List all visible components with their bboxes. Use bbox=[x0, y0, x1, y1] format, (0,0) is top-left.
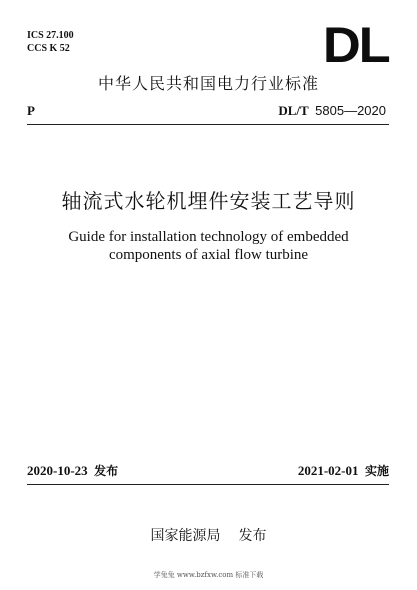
english-title-line2: components of axial flow turbine bbox=[108, 247, 309, 263]
category-letter: P bbox=[27, 103, 35, 118]
chinese-title: 轴流式水轮机埋件安装工艺导则 bbox=[61, 189, 356, 213]
publish-date-value: 2020-10-23 bbox=[27, 463, 88, 478]
issuer-action: 发布 bbox=[238, 528, 267, 544]
publish-label: 发布 bbox=[94, 464, 119, 478]
footer-divider bbox=[27, 484, 389, 485]
watermark-footer: 学兔兔 www.bzfxw.com 标准下载 bbox=[153, 571, 264, 579]
standard-number-value: 5805—2020 bbox=[315, 103, 386, 118]
standard-number-prefix: DL/T bbox=[278, 103, 309, 118]
ics-code: ICS 27.100 bbox=[27, 30, 74, 41]
english-title-line1: Guide for installation technology of embedded bbox=[68, 229, 349, 245]
header-divider bbox=[27, 124, 389, 125]
implement-date bbox=[298, 463, 389, 479]
standard-number bbox=[278, 103, 386, 119]
issuer-name: 国家能源局 bbox=[150, 528, 221, 544]
implement-label: 实施 bbox=[364, 464, 389, 478]
issuer bbox=[0, 527, 417, 545]
ccs-code: CCS K 52 bbox=[27, 43, 70, 54]
standard-organization: 中华人民共和国电力行业标准 bbox=[97, 74, 319, 93]
dl-logo: DL bbox=[323, 17, 389, 73]
implement-date-value: 2021-02-01 bbox=[297, 463, 359, 478]
publish-date bbox=[27, 463, 118, 479]
